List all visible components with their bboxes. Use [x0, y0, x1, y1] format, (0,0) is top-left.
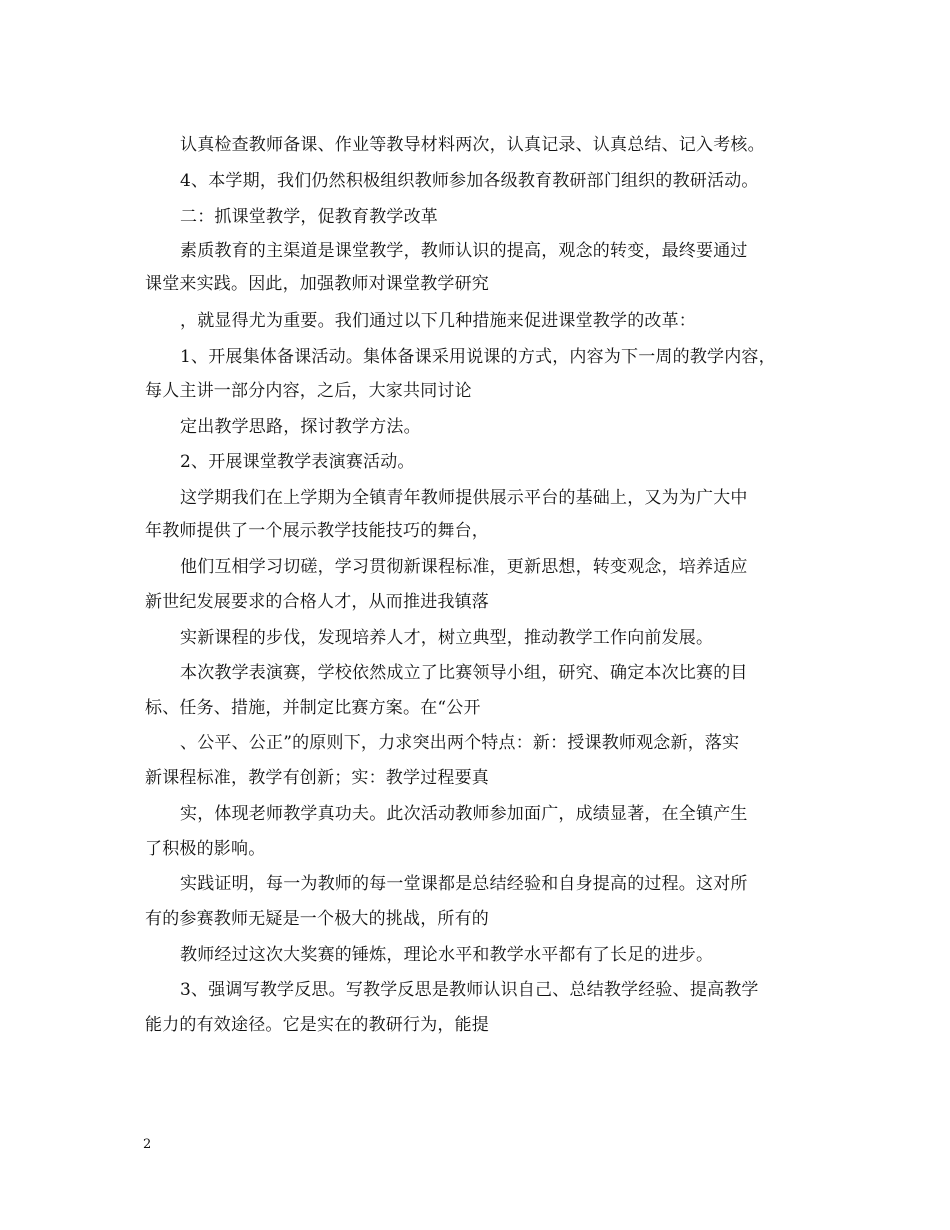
page-number: 2 — [143, 1137, 152, 1152]
text-line: 新课程标准，教学有创新；实：教学过程要真 — [145, 768, 489, 788]
section-heading: 二：抓课堂教学，促教育教学改革 — [180, 207, 438, 227]
text-line: 1、开展集体备课活动。集体备课采用说课的方式，内容为下一周的教学内容， — [180, 347, 776, 367]
text-line: 3、强调写教学反思。写教学反思是教师认识自己、总结教学经验、提高教学 — [180, 980, 759, 1000]
text-line: 新世纪发展要求的合格人才，从而推进我镇落 — [145, 592, 489, 612]
text-line: 年教师提供了一个展示教学技能技巧的舞台， — [145, 521, 489, 541]
text-line: 本次教学表演赛，学校依然成立了比赛领导小组，研究、确定本次比赛的目 — [180, 663, 748, 683]
text-line: 了积极的影响。 — [145, 839, 266, 859]
text-line: 实践证明，每一为教师的每一堂课都是总结经验和自身提高的过程。这对所 — [180, 874, 748, 894]
text-line: 教师经过这次大奖赛的锤炼，理论水平和教学水平都有了长足的进步。 — [180, 945, 714, 965]
text-line: 实新课程的步伐，发现培养人才，树立典型，推动教学工作向前发展。 — [180, 628, 714, 648]
text-line: 实，体现老师教学真功夫。此次活动教师参加面广，成绩显著，在全镇产生 — [180, 804, 748, 824]
text-line: 课堂来实践。因此，加强教师对课堂教学研究 — [145, 274, 489, 294]
text-line: 标、任务、措施，并制定比赛方案。在“公开 — [145, 698, 481, 718]
text-line: 定出教学思路，探讨教学方法。 — [180, 417, 421, 437]
text-line: 素质教育的主渠道是课堂教学，教师认识的提高，观念的转变，最终要通过 — [180, 241, 748, 261]
text-line: 每人主讲一部分内容，之后，大家共同讨论 — [145, 381, 472, 401]
text-line: 能力的有效途径。它是实在的教研行为，能提 — [145, 1015, 489, 1035]
text-line: ，就显得尤为重要。我们通过以下几种措施来促进课堂教学的改革： — [180, 311, 696, 331]
text-line: 、公平、公正”的原则下，力求突出两个特点：新：授课教师观念新，落实 — [180, 733, 740, 753]
text-line: 认真检查教师备课、作业等教导材料两次，认真记录、认真总结、记入考核。 — [180, 135, 765, 155]
text-line: 有的参赛教师无疑是一个极大的挑战，所有的 — [145, 909, 489, 929]
text-line: 2、开展课堂教学表演赛活动。 — [180, 452, 415, 472]
text-line: 他们互相学习切磋，学习贯彻新课程标准，更新思想，转变观念，培养适应 — [180, 557, 748, 577]
text-line: 这学期我们在上学期为全镇青年教师提供展示平台的基础上，又为为广大中 — [180, 488, 748, 508]
text-line: 4、本学期，我们仍然积极组织教师参加各级教育教研部门组织的教研活动。 — [180, 171, 759, 191]
